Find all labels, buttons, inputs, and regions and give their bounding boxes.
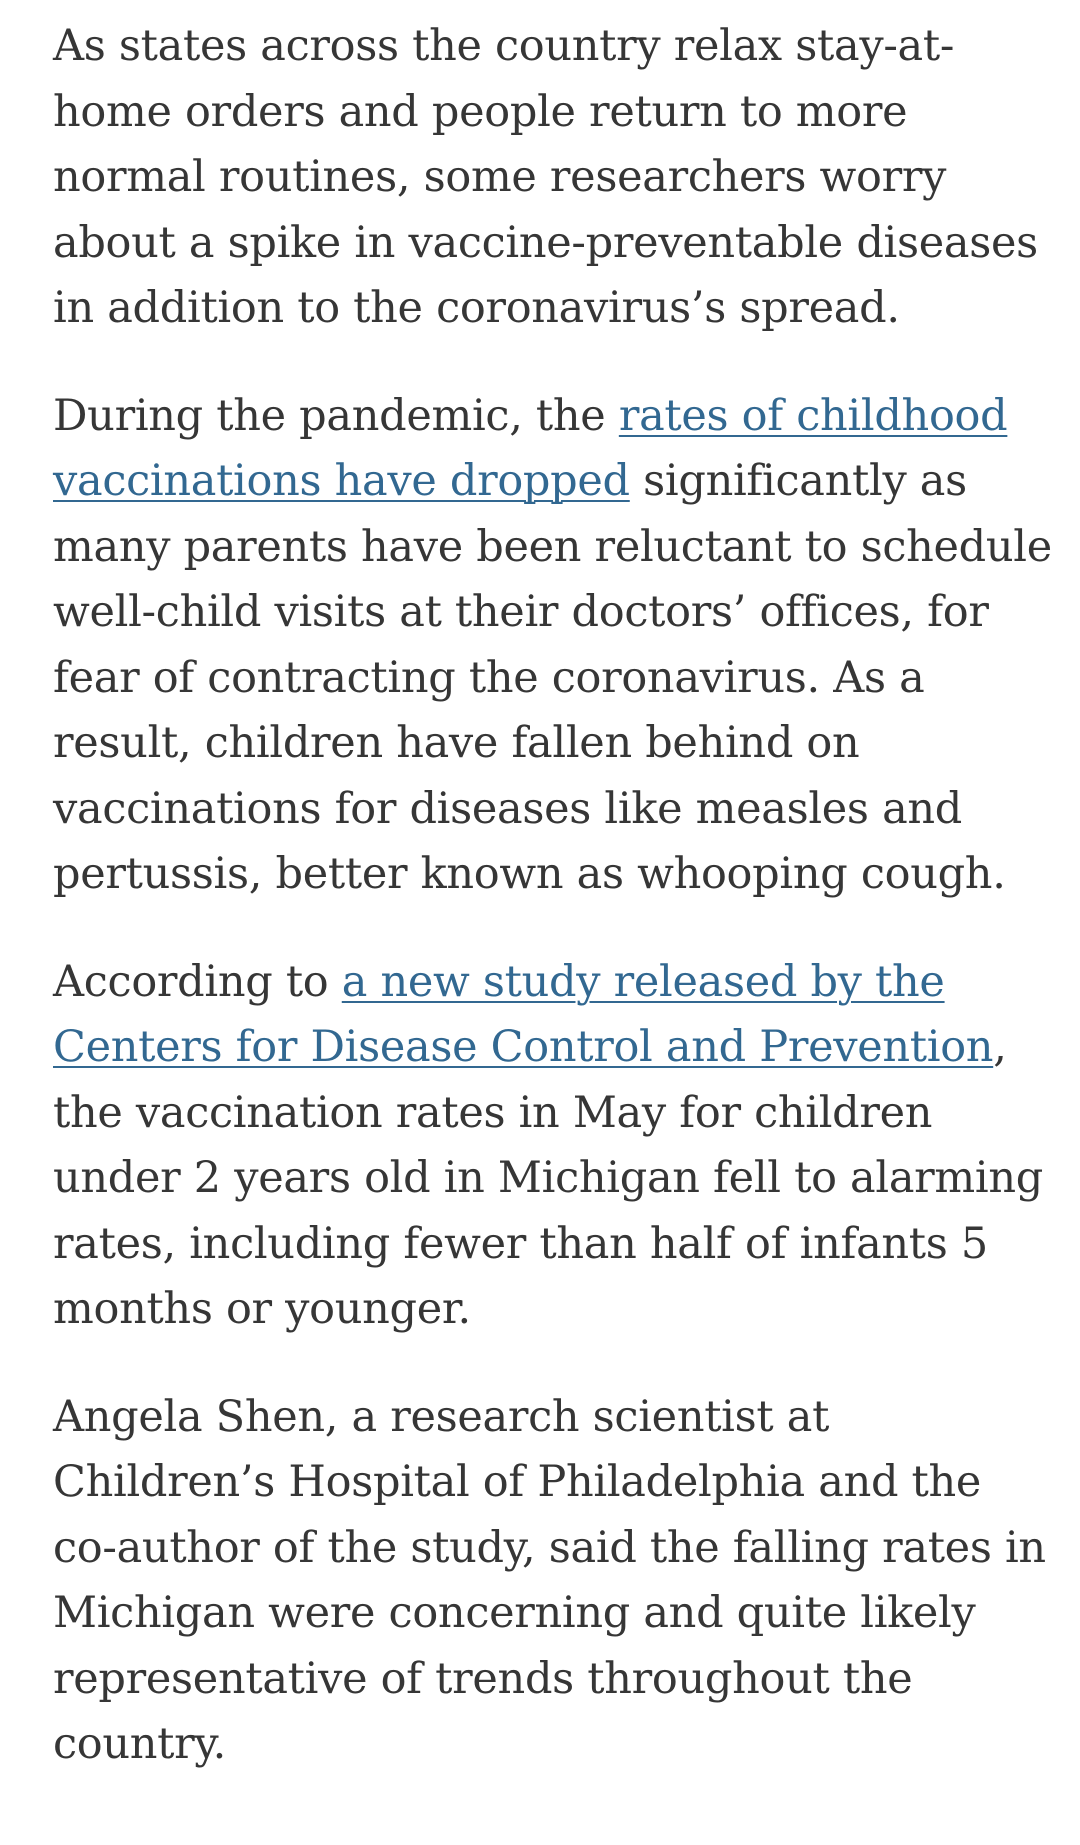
paragraph-2 [53, 384, 1053, 908]
childhood-vaccinations-link[interactable]: rates of childhood vaccinations have dropped [53, 390, 1008, 506]
paragraph-2-text-after: significantly as many parents have been reluctant to schedule well-child visits at their doctors’ offices, for fear of contracting the coronavirus. As a result, children have fallen behind on vaccinations for diseases like measles and pertussis, better known as whooping cough. [53, 456, 1052, 899]
paragraph-2-text-before: During the pandemic, the [53, 390, 619, 441]
paragraph-3-text-after: , the vaccination rates in May for children under 2 years old in Michigan fell to alarming rates, including fewer than half of infants 5 months or younger. [53, 1022, 1043, 1334]
paragraph-3 [53, 950, 1053, 1343]
paragraph-1-text: As states across the country relax stay-at-home orders and people return to more normal routines, some researchers worry about a spike in vaccine-preventable diseases in addition to the coronavirus’s spread. [53, 21, 1038, 333]
paragraph-4-text: Angela Shen, a research scientist at Children’s Hospital of Philadelphia and the co-author of the study, said the falling rates in Michigan were concerning and quite likely representative of trends throughout the country. [53, 1391, 1046, 1769]
paragraph-1 [53, 14, 1053, 342]
article-body [53, 14, 1053, 1820]
cdc-study-link[interactable]: a new study released by the Centers for Disease Control and Prevention [53, 956, 994, 1072]
paragraph-3-text-before: According to [53, 956, 342, 1007]
paragraph-4 [53, 1385, 1053, 1778]
